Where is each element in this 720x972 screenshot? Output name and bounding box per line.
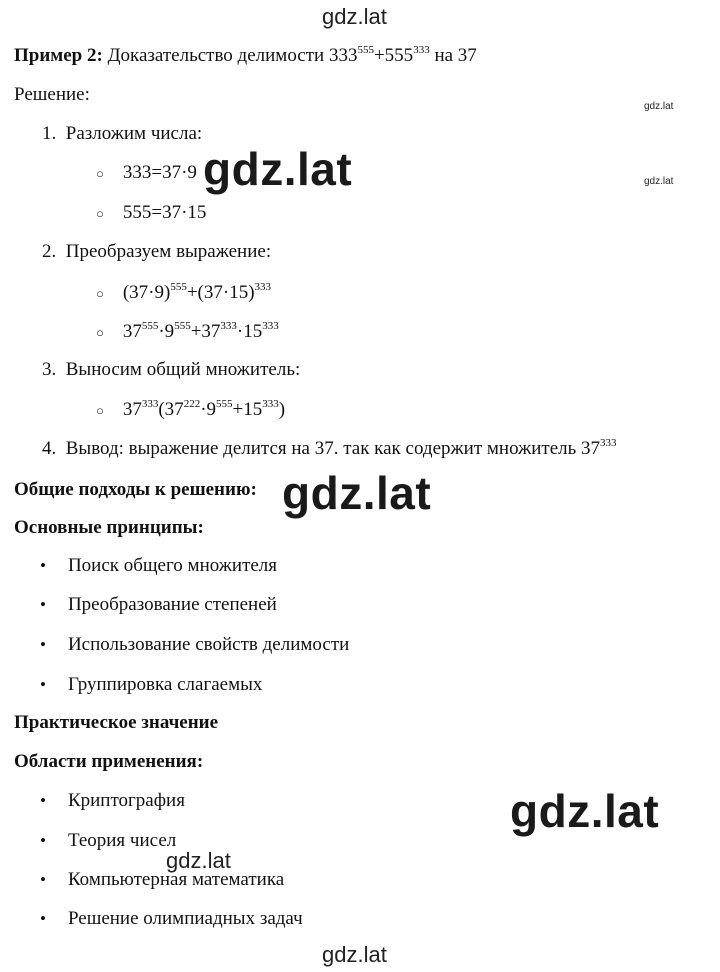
- step-1-sub-b: ○ 555=37·15: [96, 202, 207, 223]
- watermark-big-1: gdz.lat: [203, 143, 353, 195]
- section-areas: Области применения:: [14, 751, 204, 772]
- circle-bullet-icon: ○: [96, 206, 104, 221]
- circle-bullet-icon: ○: [96, 166, 104, 181]
- step-2: 2. Преобразуем выражение:: [42, 241, 272, 262]
- section-practical: Практическое значение: [14, 712, 219, 733]
- step-1: 1. Разложим числа:: [42, 123, 203, 144]
- bullet-dot-icon: •: [40, 870, 46, 889]
- bullet-dot-icon: •: [40, 556, 46, 575]
- circle-bullet-icon: ○: [96, 286, 104, 301]
- circle-bullet-icon: ○: [96, 403, 104, 418]
- watermark-small-1: gdz.lat: [644, 101, 674, 112]
- example-label: Пример 2:: [14, 45, 103, 66]
- example-title: Доказательство делимости $333^{555}+555^{333}$ на 37: [107, 43, 477, 66]
- watermark-bottom: gdz.lat: [322, 942, 387, 967]
- watermark-big-2: gdz.lat: [282, 467, 432, 519]
- list-item: • Компьютерная математика: [40, 869, 285, 890]
- bullet-dot-icon: •: [40, 909, 46, 928]
- step-2-sub-b: ○ $37^{555}\cdot 9^{555}+37^{333}\cdot 15^{333}$: [96, 319, 279, 342]
- step-2-sub-a: ○ $(37\cdot 9)^{555}+(37\cdot 15)^{333}$: [96, 280, 272, 303]
- step-3: 3. Выносим общий множитель:: [42, 359, 301, 380]
- bullet-dot-icon: •: [40, 675, 46, 694]
- list-item: • Преобразование степеней: [40, 594, 277, 615]
- list-item: • Теория чисел: [40, 830, 177, 851]
- watermark-top: gdz.lat: [322, 4, 387, 29]
- bullet-dot-icon: •: [40, 595, 46, 614]
- bullet-dot-icon: •: [40, 791, 46, 810]
- list-item: • Решение олимпиадных задач: [40, 908, 303, 929]
- list-item: • Использование свойств делимости: [40, 634, 350, 655]
- list-item: • Поиск общего множителя: [40, 555, 278, 576]
- list-item: • Криптография: [40, 790, 185, 811]
- example-heading: [14, 45, 477, 67]
- bullet-dot-icon: •: [40, 635, 46, 654]
- circle-bullet-icon: ○: [96, 325, 104, 340]
- step-1-sub-a: ○ 333=37·9: [96, 162, 197, 183]
- section-approaches: Общие подходы к решению:: [14, 479, 257, 500]
- watermark-big-3: gdz.lat: [510, 785, 660, 837]
- watermark-mid-small: gdz.lat: [166, 848, 231, 873]
- step-3-sub-a: ○ $37^{333}(37^{222}\cdot 9^{555}+15^{333})$: [96, 397, 286, 420]
- list-item: • Группировка слагаемых: [40, 674, 263, 695]
- solution-label: Решение:: [14, 84, 90, 105]
- watermark-small-2: gdz.lat: [644, 176, 674, 187]
- section-principles: Основные принципы:: [14, 517, 204, 538]
- bullet-dot-icon: •: [40, 831, 46, 850]
- step-4: 4. Вывод: выражение делится на 37. так как содержит множитель $37^{333}$: [42, 436, 617, 459]
